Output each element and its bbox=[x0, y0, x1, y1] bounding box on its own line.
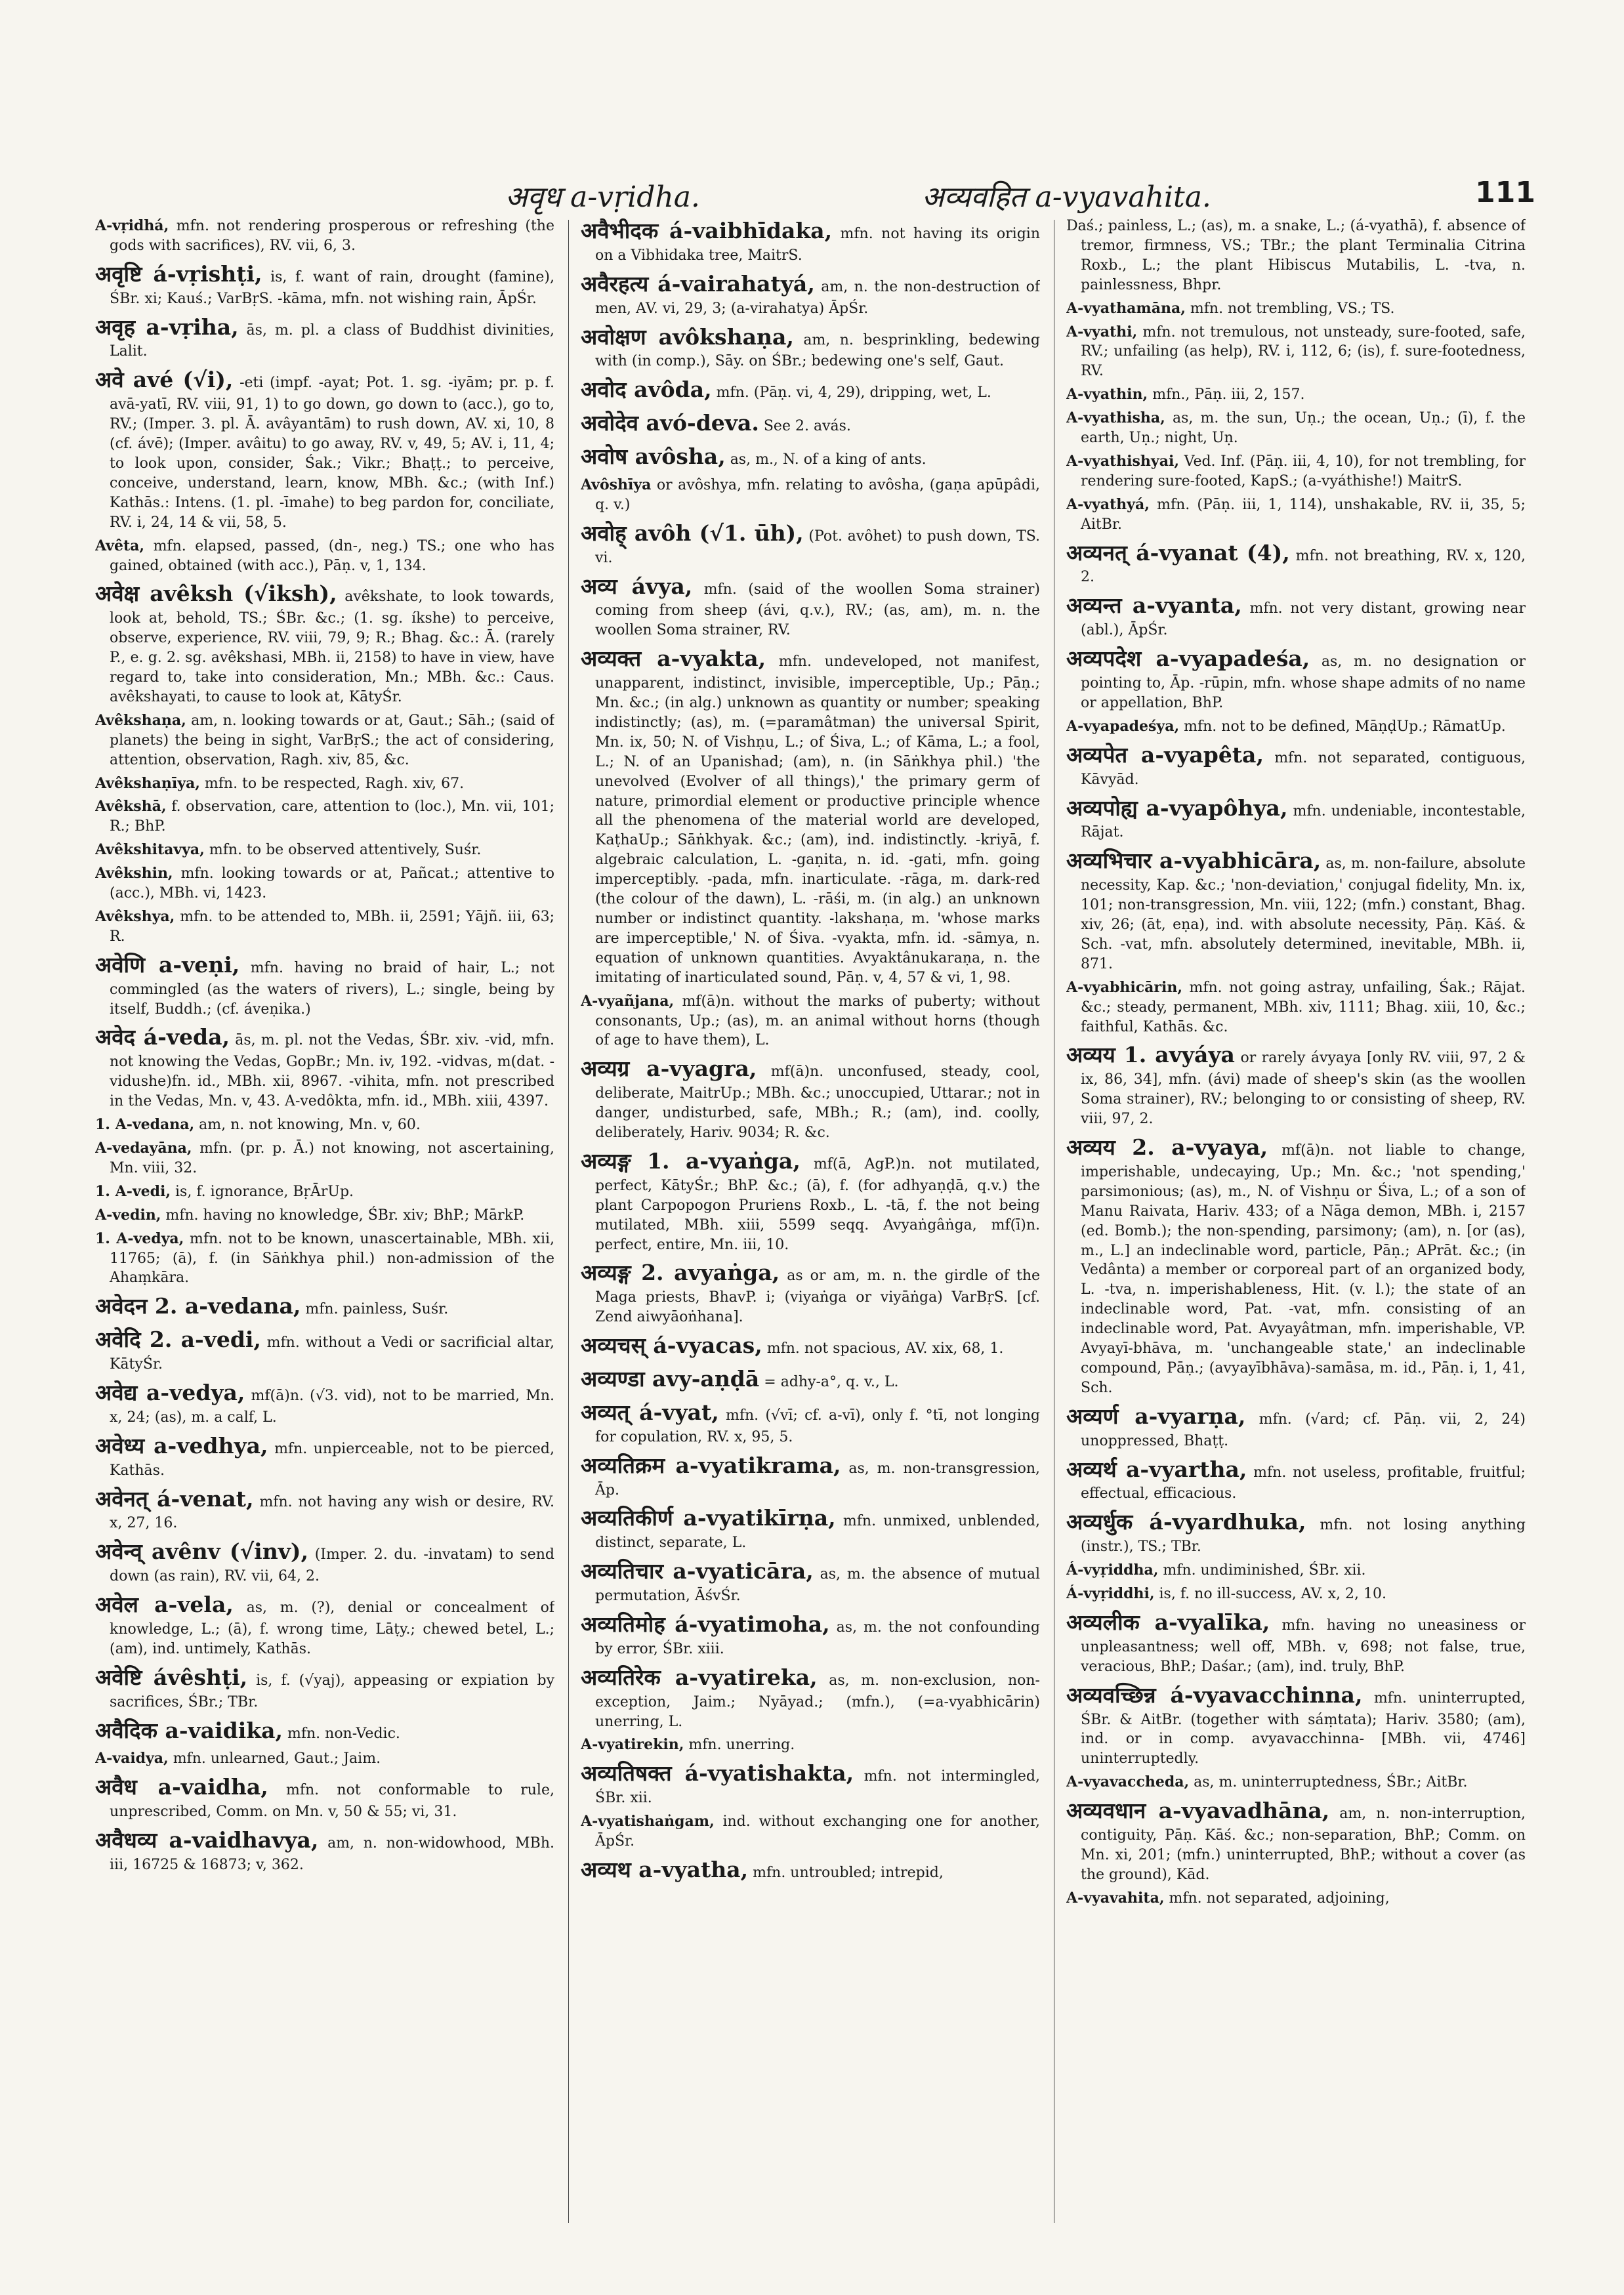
entry-definition: mfn. not breathing, RV. x, 120, 2. bbox=[1081, 547, 1526, 586]
entry-definition: mfn. having no uneasiness or unpleasantness; well off, MBh. v, 698; not false, true, veracious, BhP.; Daśar.; (am), ind. truly, BhP. bbox=[1081, 1617, 1526, 1675]
dictionary-entry bbox=[1066, 323, 1526, 382]
dictionary-entry bbox=[95, 1206, 554, 1226]
dictionary-entry bbox=[581, 409, 1040, 438]
entry-definition: ind. without exchanging one for another, ĀpŚr. bbox=[595, 1813, 1040, 1850]
dictionary-entry bbox=[581, 1054, 1040, 1143]
dictionary-entry bbox=[1066, 299, 1526, 319]
entry-definition: as, m. non-exclusion, non-exception, Jaim.; Nyāyad.; (mfn.), (=a-vyabhicārin) unerring, L. bbox=[595, 1672, 1040, 1730]
entry-headword: अव्यपेत a-vyapêta, bbox=[1066, 741, 1264, 768]
entry-headword: A-vedayāna, bbox=[95, 1139, 192, 1157]
entry-definition: as, m. the absence of mutual permutation, ĀśvŚr. bbox=[595, 1566, 1040, 1605]
entry-definition: mfn. not to be defined, MāṇḍUp.; RāmatUp. bbox=[1184, 718, 1506, 735]
entry-definition: is, f. want of rain, drought (famine), ŚBr. xi; Kauś.; VarBṛS. -kāma, mfn. not wishing rain, ĀpŚr. bbox=[110, 268, 554, 307]
entry-headword: अव्यचस् á-vyacas, bbox=[581, 1333, 762, 1359]
dictionary-entry bbox=[95, 1023, 554, 1111]
dictionary-entry bbox=[581, 572, 1040, 641]
entry-definition: mfn. looking towards or at, Pañcat.; attentive to (acc.), MBh. vi, 1423. bbox=[110, 865, 554, 902]
dictionary-entry bbox=[95, 1230, 554, 1289]
entry-definition: mfn. (Pāṇ. vi, 4, 29), dripping, wet, L. bbox=[716, 384, 991, 402]
dictionary-entry bbox=[95, 1773, 554, 1822]
dictionary-entry bbox=[1066, 846, 1526, 974]
entry-definition: mfn. having no knowledge, ŚBr. xiv; BhP.; MārkP. bbox=[165, 1207, 525, 1224]
dictionary-entry bbox=[581, 1147, 1040, 1255]
entry-definition: as, m., N. of a king of ants. bbox=[730, 451, 927, 468]
dictionary-entry bbox=[581, 1451, 1040, 1500]
entry-headword: अव्य ávya, bbox=[581, 573, 693, 599]
dictionary-entry bbox=[1066, 409, 1526, 448]
entry-headword: 1. A-vedana, bbox=[95, 1116, 195, 1134]
entry-headword: अवैदिक a-vaidika, bbox=[95, 1717, 283, 1743]
entry-headword: A-vyavahita, bbox=[1066, 1889, 1165, 1907]
entry-definition: mf(ā)n. unconfused, steady, cool, deliberate, MaitrUp.; MBh. &c.; unoccupied, Uttarar.; not in danger, undisturbed, safe, MBh.; R.; (am), ind. coolly, deliberately, Hariv. 9034; R. &c. bbox=[595, 1064, 1040, 1142]
entry-headword: अव्यतिक्रम a-vyatikrama, bbox=[581, 1452, 841, 1478]
entry-headword: A-vyabhicārin, bbox=[1066, 978, 1183, 996]
entry-definition: mfn. to be respected, Ragh. xiv, 67. bbox=[204, 775, 465, 792]
dictionary-entry bbox=[95, 260, 554, 309]
dictionary-entry bbox=[1066, 1133, 1526, 1398]
dictionary-entry bbox=[581, 1504, 1040, 1553]
entry-headword: अवेन्व् avênv (√inv), bbox=[95, 1539, 308, 1565]
dictionary-entry bbox=[1066, 794, 1526, 843]
entry-headword: अवेदन 2. a-vedana, bbox=[95, 1293, 301, 1319]
entry-headword: A-vyatishaṅgam, bbox=[581, 1813, 715, 1830]
dictionary-entry bbox=[581, 1398, 1040, 1447]
entry-definition: mfn. (√ard; cf. Pāṇ. vii, 2, 24) unoppressed, Bhaṭṭ. bbox=[1081, 1411, 1526, 1449]
dictionary-entry bbox=[1066, 217, 1526, 295]
entry-definition: mfn. to be attended to, MBh. ii, 2591; Yājñ. iii, 63; R. bbox=[110, 908, 554, 945]
dictionary-entry bbox=[581, 1735, 1040, 1755]
entry-headword: अव्यन्त a-vyanta, bbox=[1066, 592, 1242, 619]
dictionary-entry bbox=[95, 313, 554, 362]
entry-headword: अव्यक्त a-vyakta, bbox=[581, 646, 766, 672]
entry-headword: अव्यत् á-vyat, bbox=[581, 1399, 719, 1425]
entry-definition: as, m. non-failure, absolute necessity, Kap. &c.; 'non-deviation,' conjugal fidelity, Mn. ix, 101; non-transgression, Mn. viii, 122; (mfn.) constant, Bhag. xiv, 26; (āt, eṇa), ind. with absolute necessity, Pāṇ. Kāś. & Sch. -vat, mfn. absolutely determined, inevitable, MBh. ii, 871. bbox=[1081, 856, 1526, 972]
dictionary-entry bbox=[95, 907, 554, 947]
entry-headword: A-vedin, bbox=[95, 1206, 161, 1224]
dictionary-entry bbox=[581, 1812, 1040, 1851]
dictionary-entry bbox=[1066, 539, 1526, 588]
entry-definition: mf(ā)n. (√3. vid), not to be married, Mn. x, 24; (as), m. a calf, L. bbox=[110, 1387, 554, 1426]
entry-definition: mfn. not going astray, unfailing, Śak.; Rājat. &c.; steady, permanent, MBh. xiv, 1111; Bhag. xiii, 10, &c.; faithful, Kathās. &c. bbox=[1081, 979, 1526, 1035]
entry-headword: अव्यङ्ग 2. avyaṅga, bbox=[581, 1260, 780, 1286]
entry-definition: mfn. (√vī; cf. a-vī), only f. °tī, not longing for copulation, RV. x, 95, 5. bbox=[595, 1407, 1040, 1445]
dictionary-entry bbox=[581, 1365, 1040, 1394]
entry-definition: am, n. non-widowhood, MBh. iii, 16725 & 16873; v, 362. bbox=[110, 1835, 554, 1873]
dictionary-entry bbox=[95, 1590, 554, 1659]
entry-headword: A-vyavaccheda, bbox=[1066, 1773, 1190, 1791]
entry-headword: अवैभीदक á-vaibhīdaka, bbox=[581, 218, 833, 243]
entry-headword: अवेष्टि ávêshṭi, bbox=[95, 1664, 248, 1690]
entry-headword: अव्यण्डा avy-aṇḍā bbox=[581, 1366, 760, 1392]
entry-headword: अवेद्य a-vedya, bbox=[95, 1379, 245, 1405]
entry-headword: अव्यवधान a-vyavadhāna, bbox=[1066, 1798, 1330, 1824]
entry-definition: See 2. avás. bbox=[763, 418, 851, 435]
entry-headword: Avêta, bbox=[95, 537, 145, 554]
entry-definition: mfn. (Pāṇ. iii, 1, 114), unshakable, RV. ii, 35, 5; AitBr. bbox=[1081, 496, 1526, 533]
entry-definition: mfn. unlearned, Gaut.; Jaim. bbox=[173, 1750, 381, 1768]
dictionary-entry bbox=[1066, 1041, 1526, 1129]
entry-definition: as or am, m. n. the girdle of the Maga priests, BhavP. i; (viyaṅga or viyāṅga) VarBṛS. [cf. Zend aiwyāoṅhana]. bbox=[595, 1268, 1040, 1326]
entry-headword: अव्यतिमोह á-vyatimoha, bbox=[581, 1611, 830, 1637]
entry-headword: अवेदि 2. a-vedi, bbox=[95, 1327, 261, 1353]
dictionary-entry bbox=[95, 864, 554, 903]
entry-definition: mfn. to be observed attentively, Suśr. bbox=[209, 842, 482, 859]
dictionary-entry bbox=[95, 1826, 554, 1875]
entry-headword: अवोह् avôh (√1. ūh), bbox=[581, 520, 804, 546]
entry-headword: 1. A-vedi, bbox=[95, 1182, 171, 1200]
entry-definition: mfn. undeniable, incontestable, Rājat. bbox=[1081, 802, 1526, 841]
entry-definition: mfn. (pr. p. Ā.) not knowing, not ascertaining, Mn. viii, 32. bbox=[110, 1140, 554, 1176]
entry-definition: mfn. unmixed, unblended, distinct, separate, L. bbox=[595, 1513, 1040, 1552]
entry-headword: A-vyathamāna, bbox=[1066, 299, 1186, 317]
dictionary-entry bbox=[581, 1258, 1040, 1327]
entry-definition: mf(ā, AgP.)n. not mutilated, perfect, KātyŚr.; BhP. &c.; (ā), f. (for adhyaṇḍā, q.v.) the plant Carpopogon Pruriens Roxb., L. -tā, f. the not being mutilated, MBh. xiii, 5599 seqq. Avyaṅgâṅga, mf(ī)n. perfect, entire, Mn. iii, 10. bbox=[595, 1155, 1040, 1253]
entry-headword: अवोदेव avó-deva. bbox=[581, 410, 759, 436]
dictionary-entry bbox=[1066, 1681, 1526, 1769]
entry-definition: mfn. uninterrupted, ŚBr. & AitBr. (together with sáṃtata); Hariv. 3580; (am), ind. or in comp. avyavacchinna- [MBh. vii, 4746] uninterruptedly. bbox=[1081, 1689, 1526, 1768]
dictionary-entry bbox=[1066, 495, 1526, 535]
entry-definition: mfn. not separated, contiguous, Kāvyād. bbox=[1081, 749, 1526, 788]
dictionary-entry bbox=[581, 442, 1040, 472]
dictionary-entry bbox=[95, 579, 554, 707]
entry-headword: अव्यग्र a-vyagra, bbox=[581, 1056, 757, 1082]
dictionary-entry bbox=[581, 644, 1040, 987]
dictionary-entry bbox=[1066, 1773, 1526, 1792]
entry-definition: as, m. non-transgression, Āp. bbox=[595, 1460, 1040, 1499]
dictionary-entry bbox=[95, 537, 554, 576]
entry-headword: A-vyathin, bbox=[1066, 386, 1148, 403]
entry-headword: अवोद avôda, bbox=[581, 377, 712, 403]
entry-headword: अव्यर्ण a-vyarṇa, bbox=[1066, 1403, 1246, 1429]
entry-definition: mfn. untroubled; intrepid, bbox=[753, 1864, 944, 1881]
entry-headword: अव्यलीक a-vyalīka, bbox=[1066, 1609, 1270, 1635]
dictionary-entry bbox=[1066, 1584, 1526, 1604]
running-head-left: अवृध a-vṛidha. bbox=[505, 180, 700, 214]
entry-definition: mfn. not spacious, AV. xix, 68, 1. bbox=[766, 1340, 1004, 1357]
dictionary-entry bbox=[581, 1663, 1040, 1732]
page-header bbox=[92, 176, 1535, 222]
entry-headword: अव्यतिकीर्ण a-vyatikīrṇa, bbox=[581, 1505, 836, 1531]
dictionary-entry bbox=[1066, 452, 1526, 491]
entry-headword: अव्यय 2. a-vyaya, bbox=[1066, 1134, 1268, 1161]
dictionary-entry bbox=[1066, 591, 1526, 640]
dictionary-entry bbox=[95, 1663, 554, 1712]
entry-headword: A-vyapadeśya, bbox=[1066, 717, 1180, 735]
dictionary-entry bbox=[95, 1537, 554, 1586]
entry-definition: Daś.; painless, L.; (as), m. a snake, L.; (á-vyathā), f. absence of tremor, firmness, VS.; TBr.; the plant Terminalia Citrina Roxb., L.; the plant Hibiscus Mutabilis, L. -tva, n. painlessness, Bhpr. bbox=[1066, 218, 1526, 293]
entry-definition: mfn. not having any wish or desire, RV. x, 27, 16. bbox=[110, 1493, 554, 1532]
entry-definition: as, m. (?), denial or concealment of knowledge, L.; (ā), f. wrong time, Lāṭy.; chewed betel, L.; (am), ind. untimely, Kathās. bbox=[110, 1600, 554, 1657]
dictionary-entry bbox=[95, 711, 554, 770]
entry-definition: mfn. unerring. bbox=[688, 1737, 795, 1754]
entry-headword: अवेनत् á-venat, bbox=[95, 1485, 254, 1512]
dictionary-entry bbox=[1066, 1402, 1526, 1451]
page-number: 111 bbox=[1475, 176, 1535, 209]
entry-definition: mfn. not separated, adjoining, bbox=[1169, 1890, 1390, 1907]
entry-definition: as, m. the sun, Uṇ.; the ocean, Uṇ.; (ī), f. the earth, Uṇ.; night, Uṇ. bbox=[1081, 410, 1526, 447]
entry-definition: Ved. Inf. (Pāṇ. iii, 4, 10), for not trembling, for rendering sure-footed, KapS.; (a-vyáthishe!) MaitrS. bbox=[1081, 453, 1526, 489]
dictionary-entry bbox=[1066, 1455, 1526, 1504]
dictionary-entry bbox=[581, 270, 1040, 319]
entry-headword: अवैध a-vaidha, bbox=[95, 1774, 268, 1800]
entry-definition: ās, m. pl. not the Vedas, ŚBr. xiv. -vid, mfn. not knowing the Vedas, GopBr.; Mn. iv, 192. -vidvas, m(dat. -vidushe)fn. id., MBh. xii, 8967. -vihita, mfn. not prescribed in the Vedas, Mn. v, 43. A-vedôkta, mfn. id., MBh. xiii, 4397. bbox=[110, 1032, 554, 1110]
entry-definition: mfn. not intermingled, ŚBr. xii. bbox=[595, 1768, 1040, 1807]
dictionary-entry bbox=[581, 323, 1040, 372]
entry-definition: mfn. undeveloped, not manifest, unapparent, indistinct, invisible, imperceptible, Up.; Pāṇ.; Mn. &c.; (in alg.) unknown as quantity or number; speaking indistinctly; (as), m. (=paramâtman) the universal Spirit, Mn. ix, 50; N. of Vishṇu, L.; of Śiva, L.; of Kāma, L.; a fool, L.; N. of an Upanishad; (am), n. (in Sāṅkhya phil.) 'the unevolved (Evolver of all things),' the primary germ of nature, primordial element or productive principle whence all the phenomena of the material world are developed, KaṭhaUp.; Sāṅkhyak. &c.; (am), ind. indistinctly. -kriyā, f. algebraic calculation, L. -gaṇita, n. id. -gati, mfn. going imperceptibly. -pada, mfn. inarticulate. -rāga, m. dark-red (the colour of the dawn), L. -rāśi, m. (in alg.) an unknown number or indistinct quantity. -lakshaṇa, m. 'whose marks are imperceptible,' N. of Śiva. -vyakta, mfn. id. -sāmya, n. equation of unknown quantities. Avyaktânukaraṇa, n. the imitating of inarticulated sound, Pāṇ. v, 4, 57 & vi, 1, 98. bbox=[595, 653, 1040, 986]
entry-definition: mfn. (said of the woollen Soma strainer) coming from sheep (ávi, q.v.), RV.; (as, am), m. n. the woollen Soma strainer, RV. bbox=[595, 581, 1040, 639]
dictionary-entry bbox=[95, 1325, 554, 1375]
dictionary-entry bbox=[95, 1139, 554, 1178]
entry-headword: Avêkshaṇīya, bbox=[95, 774, 200, 792]
dictionary-entry bbox=[1066, 1561, 1526, 1581]
entry-headword: अव्यतिरेक a-vyatireka, bbox=[581, 1664, 818, 1690]
entry-definition: mfn., Pāṇ. iii, 2, 157. bbox=[1152, 386, 1305, 403]
entry-headword: Á-vyṛiddhi, bbox=[1066, 1585, 1155, 1603]
dictionary-entry bbox=[581, 1331, 1040, 1361]
entry-definition: mfn. non-Vedic. bbox=[287, 1725, 400, 1742]
entry-headword: Avêkshā, bbox=[95, 798, 167, 816]
dictionary-entry bbox=[95, 1115, 554, 1135]
entry-headword: अव्यथ a-vyatha, bbox=[581, 1856, 749, 1882]
dictionary-entry bbox=[95, 1432, 554, 1481]
dictionary-entry bbox=[1066, 1796, 1526, 1885]
entry-definition: f. observation, care, attention to (loc.), Mn. vii, 101; R.; BhP. bbox=[110, 798, 554, 835]
entry-definition: mf(ā)n. not liable to change, imperishable, undecaying, Up.; Mn. &c.; 'not spending,' parsimonious; (as), m., N. of Vishṇu or Śiva, L.; of a son of Manu Raivata, Hariv. 433; of a Nāga demon, MBh. i, 2157 (ed. Bomb.); the non-spending, parsimony; (am), n. [or (as), m., L.] an indeclinable word, particle, Pāṇ.; APrāt. &c.; (in Vedânta) a member or corporeal part of an organized body, L. -tva, n. imperishableness, Hit. (v. l.); the state of an indeclinable word, Pat. -vat, mfn. consisting of an indeclinable word, Pat. Avyayâtman, mfn. imperishable, VP. Avyayī-bhāva, m. 'unchangeable state,' an indeclinable compound, Pāṇ.; (avyayībhāva)-samāsa, m. id., Pāṇ. i, 1, 41, Sch. bbox=[1081, 1142, 1526, 1396]
entry-headword: A-vyañjana, bbox=[581, 992, 675, 1010]
dictionary-entry bbox=[581, 519, 1040, 568]
entry-definition: ās, m. pl. a class of Buddhist divinities, Lalit. bbox=[110, 321, 554, 360]
entry-headword: अव्यङ्ग 1. a-vyaṅga, bbox=[581, 1148, 801, 1174]
entry-definition: mfn. not conformable to rule, unprescribed, Comm. on Mn. v, 50 & 55; vi, 31. bbox=[110, 1782, 554, 1821]
entry-definition: am, n. not knowing, Mn. v, 60. bbox=[199, 1117, 421, 1134]
entry-headword: अवेध्य a-vedhya, bbox=[95, 1432, 268, 1458]
dictionary-entry bbox=[95, 1292, 554, 1321]
entry-definition: am, n. non-interruption, contiguity, Pāṇ. Kāś. &c.; non-separation, BhP.; Comm. on Mn. xi, 201; (mfn.) uninterrupted, BhP.; without a cover (as the ground), Kād. bbox=[1081, 1806, 1526, 1883]
entry-headword: अवृष्टि á-vṛishṭi, bbox=[95, 260, 262, 287]
entry-headword: Avôshīya bbox=[581, 476, 652, 493]
running-head-middle: अव्यवहित a-vyavahita. bbox=[922, 180, 1211, 214]
entry-headword: Avêkshin, bbox=[95, 865, 173, 882]
entry-definition: mfn. not useless, profitable, fruitful; effectual, efficacious. bbox=[1081, 1464, 1526, 1502]
dictionary-entry bbox=[95, 951, 554, 1020]
dictionary-column-3 bbox=[1066, 217, 1526, 2229]
dictionary-entry bbox=[1066, 978, 1526, 1037]
dictionary-entry bbox=[95, 1182, 554, 1202]
entry-headword: अव्यर्थ a-vyartha, bbox=[1066, 1456, 1247, 1482]
dictionary-entry bbox=[1066, 1508, 1526, 1557]
entry-headword: A-vyathi, bbox=[1066, 323, 1138, 341]
entry-headword: Avêkshitavya, bbox=[95, 841, 205, 859]
entry-definition: mfn. not rendering prosperous or refreshing (the gods with sacrifices), RV. vii, 6, 3. bbox=[110, 218, 554, 254]
dictionary-entry bbox=[1066, 385, 1526, 405]
dictionary-entry bbox=[581, 476, 1040, 515]
entry-definition: am, n. besprinkling, bedewing with (in comp.), Sāy. on ŚBr.; bedewing one's self, Gaut. bbox=[595, 331, 1040, 370]
entry-definition: am, n. looking towards or at, Gaut.; Sāh.; (said of planets) the being in sight, VarBṛS.; the act of considering, attention, observation, Ragh. xiv, 85, &c. bbox=[110, 712, 554, 768]
entry-headword: अव्यपोह्य a-vyapôhya, bbox=[1066, 795, 1288, 821]
entry-definition: mfn. painless, Suśr. bbox=[305, 1301, 449, 1318]
dictionary-entry bbox=[95, 1378, 554, 1428]
dictionary-entry bbox=[1066, 644, 1526, 713]
entry-headword: अव्यपदेश a-vyapadeśa, bbox=[1066, 646, 1310, 672]
entry-definition: (Imper. 2. du. -invatam) to send down (as rain), RV. vii, 64, 2. bbox=[110, 1546, 554, 1585]
entry-definition: as, m. the not confounding by error, ŚBr. xiii. bbox=[595, 1619, 1040, 1657]
entry-definition: mfn. not tremulous, not unsteady, sure-footed, safe, RV.; unfailing (as help), RV. i, 112, 6; (is), f. sure-footedness, RV. bbox=[1081, 323, 1526, 380]
dictionary-column-2 bbox=[581, 217, 1040, 2229]
entry-definition: -eti (impf. -ayat; Pot. 1. sg. -iyām; pr. p. f. avā-yatī, RV. viii, 91, 1) to go down, go down to (acc.), go to, RV.; (Imper. 3. pl. Ā. avâyantām) to rush down, AV. xi, 10, 8 (cf. ávē); (Imper. avâitu) to go away, RV. v, 49, 5; AV. i, 11, 4; to look upon, consider, Śak.; Vikr.; Bhaṭṭ.; to perceive, conceive, understand, learn, know, MBh. &c.; (with Inf.) Kathās.: Intens. (1. pl. -īmahe) to beg pardon for, conciliate, RV. i, 24, 14 & vii, 58, 5. bbox=[110, 375, 554, 531]
entry-headword: अवेक्ष avêksh (√iksh), bbox=[95, 581, 337, 607]
entry-headword: A-vṛidhá, bbox=[95, 217, 169, 234]
dictionary-entry bbox=[581, 992, 1040, 1051]
entry-definition: as, m. no designation or pointing to, Āp. -rūpin, mfn. whose shape admits of no name or appellation, BhP. bbox=[1081, 653, 1526, 711]
entry-headword: Avêkshya, bbox=[95, 907, 175, 925]
dictionary-entry bbox=[95, 1749, 554, 1769]
dictionary-entry bbox=[95, 1716, 554, 1746]
entry-definition: mfn. undiminished, ŚBr. xii. bbox=[1163, 1562, 1366, 1579]
entry-headword: अवैधव्य a-vaidhavya, bbox=[95, 1827, 319, 1853]
entry-definition: is, f. ignorance, BṛĀrUp. bbox=[175, 1183, 354, 1200]
entry-headword: अव्यनत् á-vyanat (4), bbox=[1066, 539, 1290, 566]
entry-definition: or avôshya, mfn. relating to avôsha, (gaṇa apūpâdi, q. v.) bbox=[595, 476, 1040, 513]
entry-definition: mfn. not trembling, VS.; TS. bbox=[1190, 300, 1395, 317]
entry-definition: = adhy-a°, q. v., L. bbox=[764, 1374, 899, 1390]
entry-definition: mfn. unpierceable, not to be pierced, Kathās. bbox=[110, 1440, 554, 1479]
dictionary-entry bbox=[95, 840, 554, 860]
dictionary-entry bbox=[1066, 1889, 1526, 1909]
dictionary-entry bbox=[581, 1855, 1040, 1885]
entry-definition: am, n. the non-destruction of men, AV. vi, 29, 3; (a-virahatya) ĀpŚr. bbox=[595, 278, 1040, 317]
entry-definition: mfn. not losing anything (instr.), TS.; TBr. bbox=[1081, 1517, 1526, 1556]
dictionary-entry bbox=[581, 375, 1040, 405]
dictionary-entry bbox=[95, 774, 554, 794]
entry-headword: Avêkshaṇa, bbox=[95, 711, 186, 729]
entry-definition: mfn. not having its origin on a Vibhidaka tree, MaitrS. bbox=[595, 226, 1040, 264]
entry-definition: (Pot. avôhet) to push down, TS. vi. bbox=[595, 527, 1040, 566]
column-divider-1 bbox=[568, 220, 569, 2223]
entry-definition: mfn. having no braid of hair, L.; not commingled (as the waters of rivers), L.; single, being by itself, Buddh.; (cf. áveṇika.) bbox=[110, 959, 554, 1018]
entry-definition: is, f. no ill-success, AV. x, 2, 10. bbox=[1159, 1586, 1386, 1603]
entry-headword: अवैरहत्य á-vairahatyá, bbox=[581, 270, 815, 297]
entry-headword: अवे avé (√i), bbox=[95, 367, 234, 393]
entry-headword: A-vyathisha, bbox=[1066, 409, 1165, 427]
dictionary-entry bbox=[581, 1759, 1040, 1808]
dictionary-entry bbox=[95, 365, 554, 532]
dictionary-entry bbox=[581, 217, 1040, 266]
dictionary-entry bbox=[95, 217, 554, 256]
entry-headword: अवोक्षण avôkshaṇa, bbox=[581, 323, 794, 350]
entry-headword: अवेणि a-veṇi, bbox=[95, 951, 240, 978]
dictionary-column-1 bbox=[95, 217, 554, 2229]
entry-headword: अव्यय 1. avyáya bbox=[1066, 1042, 1235, 1068]
dictionary-entry bbox=[95, 797, 554, 837]
dictionary-entry bbox=[95, 1485, 554, 1534]
dictionary-entry bbox=[1066, 741, 1526, 790]
entry-headword: Á-vyṛiddha, bbox=[1066, 1561, 1159, 1579]
dictionary-entry bbox=[581, 1610, 1040, 1659]
entry-definition: or rarely ávyaya [only RV. viii, 97, 2 & ix, 86, 34], mfn. (ávi) made of sheep's skin (as the woollen Soma strainer), RV.; belonging to or consisting of sheep, RV. viii, 97, 2. bbox=[1081, 1050, 1526, 1128]
entry-headword: 1. A-vedya, bbox=[95, 1230, 184, 1247]
entry-headword: A-vaidya, bbox=[95, 1750, 169, 1768]
entry-definition: mf(ā)n. without the marks of puberty; without consonants, Up.; (as), m. an animal without horns (though of age to have them), L. bbox=[595, 993, 1040, 1049]
entry-headword: अव्यतिचार a-vyaticāra, bbox=[581, 1558, 814, 1584]
entry-headword: अवेद á-veda, bbox=[95, 1024, 230, 1050]
dictionary-entry bbox=[1066, 1608, 1526, 1677]
entry-headword: A-vyathishyai, bbox=[1066, 452, 1179, 470]
entry-definition: is, f. (√yaj), appeasing or expiation by sacrifices, ŚBr.; TBr. bbox=[110, 1672, 554, 1710]
entry-headword: अवोष avôsha, bbox=[581, 444, 726, 470]
entry-headword: A-vyatirekin, bbox=[581, 1736, 684, 1754]
entry-definition: as, m. uninterruptedness, ŚBr.; AitBr. bbox=[1194, 1774, 1468, 1791]
dictionary-entry bbox=[581, 1557, 1040, 1606]
entry-headword: अवेल a-vela, bbox=[95, 1592, 234, 1618]
entry-definition: mfn. without a Vedi or sacrificial altar, KātyŚr. bbox=[110, 1334, 554, 1373]
entry-headword: अव्यवच्छिन्न á-vyavacchinna, bbox=[1066, 1682, 1363, 1708]
entry-headword: अव्यतिषक्त á-vyatishakta, bbox=[581, 1760, 854, 1787]
entry-headword: A-vyathyá, bbox=[1066, 495, 1150, 513]
entry-headword: अवृह a-vṛiha, bbox=[95, 314, 239, 340]
entry-headword: अव्यभिचार a-vyabhicāra, bbox=[1066, 848, 1322, 874]
entry-definition: mfn. not to be known, unascertainable, MBh. xii, 11765; (ā), f. (in Sāṅkhya phil.) non-admission of the Ahaṃkāra. bbox=[110, 1230, 554, 1287]
entry-definition: mfn. not very distant, growing near (abl.), ĀpŚr. bbox=[1081, 600, 1526, 639]
entry-definition: mfn. elapsed, passed, (dn-, neg.) TS.; one who has gained, obtained (with acc.), Pāṇ. v, 1, 134. bbox=[110, 537, 554, 574]
dictionary-entry bbox=[1066, 717, 1526, 737]
entry-definition: avêkshate, to look towards, look at, behold, TS.; ŚBr. &c.; (1. sg. íkshe) to perceive, observe, experience, RV. viii, 79, 9; R.; Bhag. &c.: Ā. (rarely P., e. g. 2. sg. avêkshasi, MBh. ii, 2158) to have in view, have regard to, take into consideration, Mn.; MBh. &c.: Caus. avêkshayati, to cause to look at, KātyŚr. bbox=[110, 589, 554, 705]
entry-headword: अव्यर्धुक á-vyardhuka, bbox=[1066, 1509, 1306, 1535]
